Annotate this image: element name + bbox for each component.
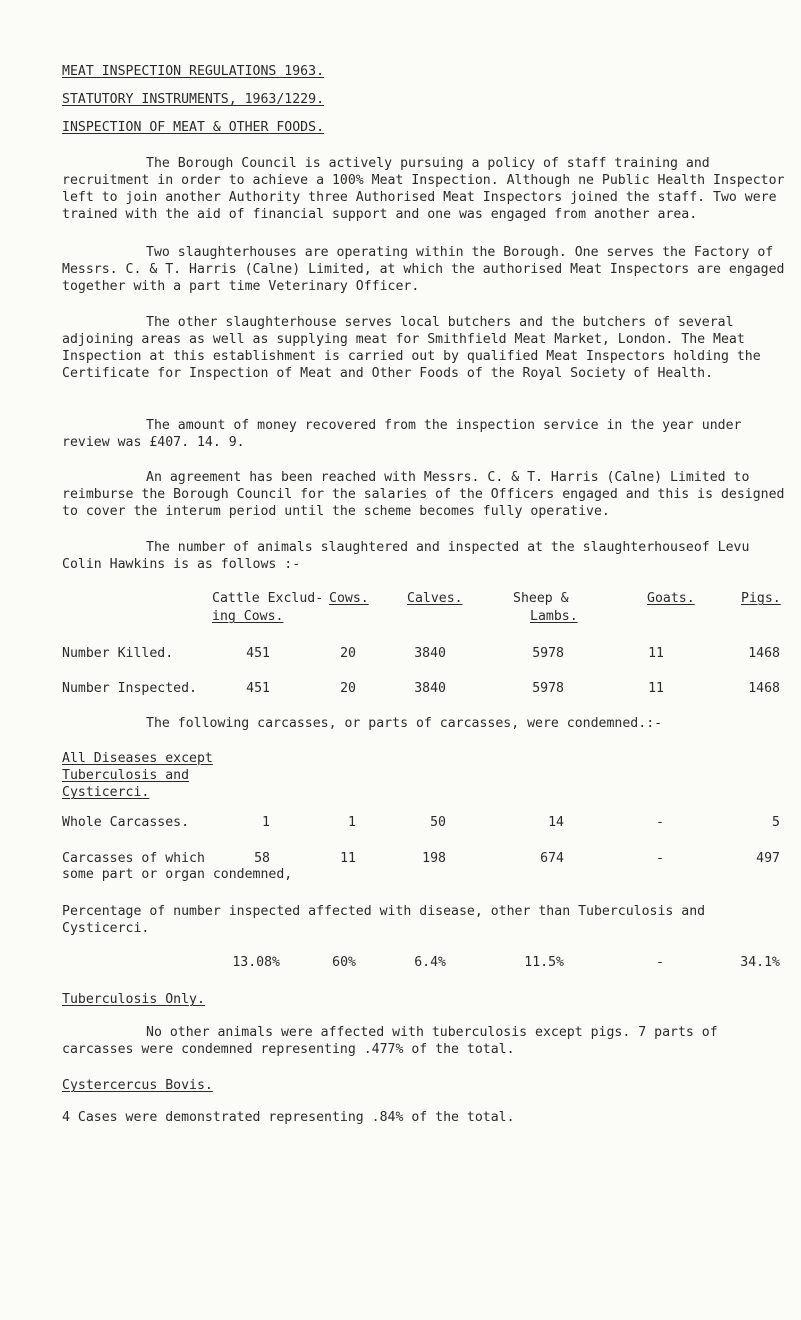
paragraph-agreement: An agreement has been reached with Messrs. C. & T. Harris (Calne) Limited to reimburse the Borough Council for the salaries of the Officers engaged and this is designed to cover the interum period until the scheme becomes fully operative. xyxy=(62,470,785,519)
inspected-sheep: 5978 xyxy=(532,681,564,696)
percent-pigs: 34.1% xyxy=(740,955,780,970)
bovis-heading: Cystercercus Bovis. xyxy=(62,1078,213,1093)
parts-calves: 198 xyxy=(422,851,446,866)
row-label-whole: Whole Carcasses. xyxy=(62,815,190,830)
tuberculosis-text: No other animals were affected with tuberculosis except pigs. 7 parts of carcasses were condemned representing .477% of the total. xyxy=(62,1025,718,1057)
whole-pigs: 5 xyxy=(772,815,780,830)
killed-sheep: 5978 xyxy=(532,646,564,661)
column-cattle-line2: ing Cows. xyxy=(212,609,284,624)
column-pigs: Pigs. xyxy=(741,591,781,606)
whole-calves: 50 xyxy=(430,815,446,830)
parts-sheep: 674 xyxy=(540,851,564,866)
row-label-parts-line1: Carcasses of which xyxy=(62,851,205,866)
percent-sheep: 11.5% xyxy=(524,955,564,970)
percent-cows: 60% xyxy=(332,955,356,970)
column-sheep-line1: Sheep & xyxy=(513,591,569,606)
row-label-killed: Number Killed. xyxy=(62,646,174,661)
section-heading-line2: Tuberculosis and xyxy=(62,768,190,783)
percent-cattle: 13.08% xyxy=(232,955,280,970)
whole-cattle: 1 xyxy=(262,815,270,830)
row-label-parts-line2: some part or organ condemned, xyxy=(62,867,293,882)
heading-statutory-instruments: STATUTORY INSTRUMENTS, 1963/1229. xyxy=(62,92,325,107)
inspected-goats: 11 xyxy=(648,681,664,696)
percent-calves: 6.4% xyxy=(414,955,446,970)
inspected-calves: 3840 xyxy=(414,681,446,696)
section-heading-line1: All Diseases except xyxy=(62,751,213,766)
parts-cows: 11 xyxy=(340,851,356,866)
inspected-cows: 20 xyxy=(340,681,356,696)
percentage-description: Percentage of number inspected affected with disease, other than Tuberculosis and Cysticerci. xyxy=(62,904,706,936)
killed-pigs: 1468 xyxy=(748,646,780,661)
paragraph-money-recovered: The amount of money recovered from the inspection service in the year under review was £407. 14. 9. xyxy=(62,418,742,450)
section-heading-line3: Cysticerci. xyxy=(62,785,150,800)
inspected-cattle: 451 xyxy=(246,681,270,696)
paragraph-slaughterhouses: Two slaughterhouses are operating within the Borough. One serves the Factory of Messrs. C. & T. Harris (Calne) Limited, at which the authorised Meat Inspectors are engaged together with a part time Veterinary Officer. xyxy=(62,245,785,294)
column-cattle-line1: Cattle Exclud- xyxy=(212,591,324,606)
column-sheep-line2: Lambs. xyxy=(530,609,578,624)
column-cows: Cows. xyxy=(329,591,369,606)
inspected-pigs: 1468 xyxy=(748,681,780,696)
killed-cows: 20 xyxy=(340,646,356,661)
heading-regulations: MEAT INSPECTION REGULATIONS 1963. xyxy=(62,64,325,79)
whole-cows: 1 xyxy=(348,815,356,830)
paragraph-staff-training: The Borough Council is actively pursuing a policy of staff training and recruitment in order to achieve a 100% Meat Inspection. Although ne Public Health Inspector left to join another Authority three Authorised Meat Inspectors joined the staff. Two were trained with the aid of financial support and one was engaged from another area. xyxy=(62,156,785,222)
killed-goats: 11 xyxy=(648,646,664,661)
tuberculosis-heading: Tuberculosis Only. xyxy=(62,992,205,1007)
paragraph-animals-intro: The number of animals slaughtered and inspected at the slaughterhouseof Levu Colin Hawkins is as follows :- xyxy=(62,540,750,572)
killed-calves: 3840 xyxy=(414,646,446,661)
paragraph-other-slaughterhouse: The other slaughterhouse serves local butchers and the butchers of several adjoining areas as well as supplying meat for Smithfield Meat Market, London. The Meat Inspection at this establishment is carried out by qualified Meat Inspectors holding the Certificate for Inspection of Meat and Other Foods of the Royal Society of Health. xyxy=(62,315,761,381)
condemned-intro: The following carcasses, or parts of carcasses, were condemned.:- xyxy=(146,716,663,731)
heading-inspection: INSPECTION OF MEAT & OTHER FOODS. xyxy=(62,120,325,135)
whole-sheep: 14 xyxy=(548,815,564,830)
column-calves: Calves. xyxy=(407,591,463,606)
parts-goats: - xyxy=(656,851,664,866)
bovis-text: 4 Cases were demonstrated representing .84% of the total. xyxy=(62,1110,515,1125)
percent-goats: - xyxy=(656,955,664,970)
parts-pigs: 497 xyxy=(756,851,780,866)
whole-goats: - xyxy=(656,815,664,830)
killed-cattle: 451 xyxy=(246,646,270,661)
parts-cattle: 58 xyxy=(254,851,270,866)
row-label-inspected: Number Inspected. xyxy=(62,681,197,696)
column-goats: Goats. xyxy=(647,591,695,606)
